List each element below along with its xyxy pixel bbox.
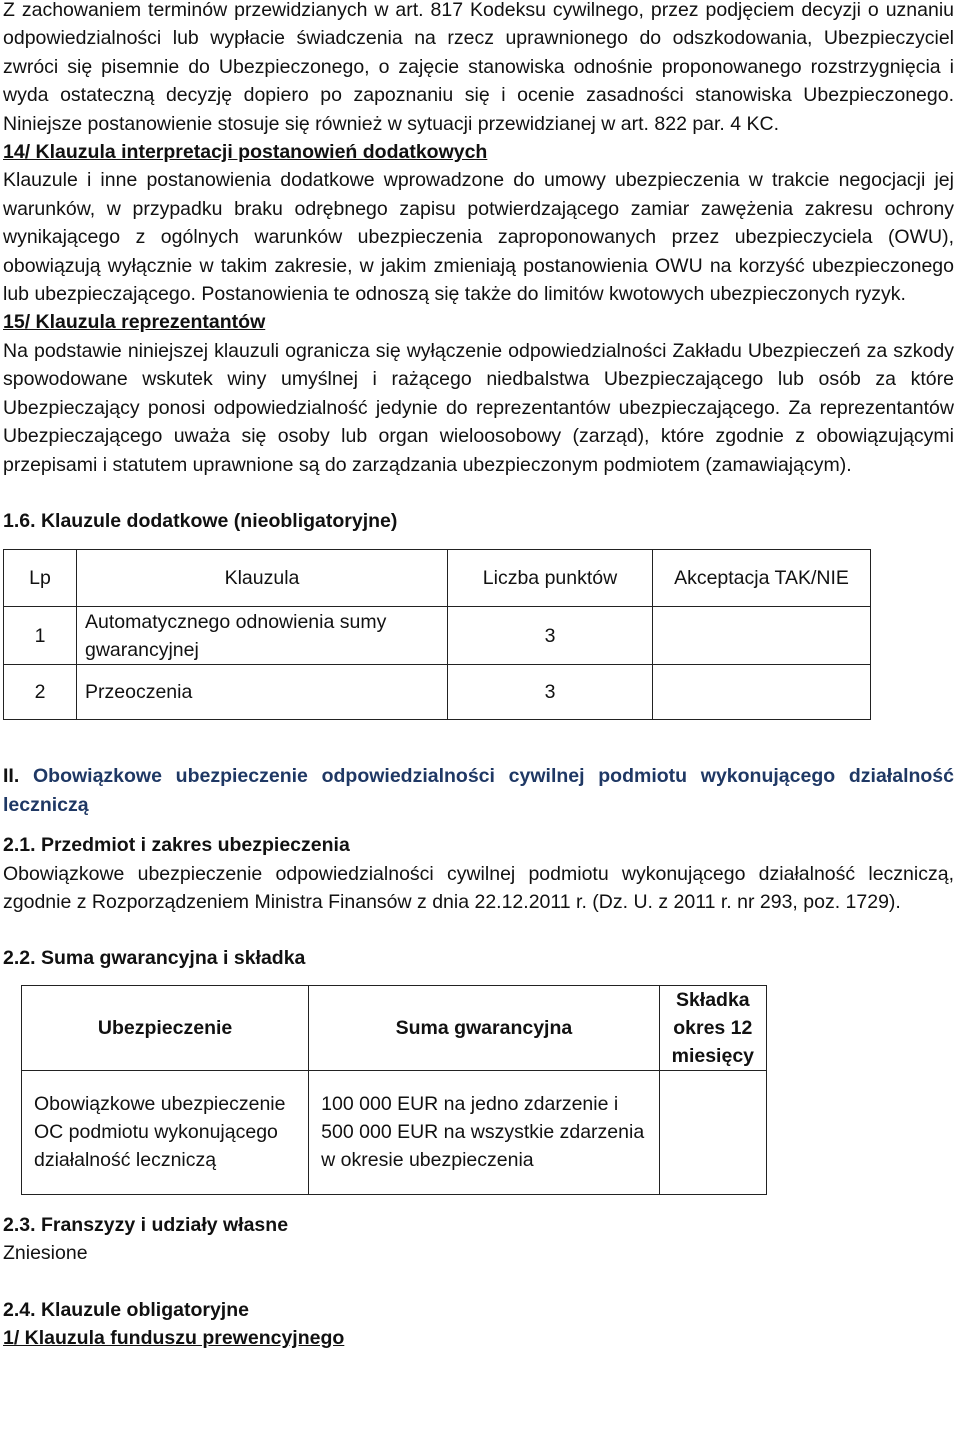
section-1-6-heading: 1.6. Klauzule dodatkowe (nieobligatoryjne)	[3, 509, 398, 532]
header-acceptance: Akceptacja TAK/NIE	[653, 550, 871, 607]
part-2-heading	[3, 762, 954, 819]
document-page	[3, 0, 954, 1352]
clause-14-body: Klauzule i inne postanowienia dodatkowe wprowadzone do umowy ubezpieczenia w trakcie negocjacji jej warunków, w przypadku braku odrębnego zapisu potwierdzającego zamiar zawężenia zakresu ochrony wynikającego z ogólnych warunków ubezpieczenia zaproponowanych przez ubezpieczyciela (OWU), obowiązują wyłącznie w takim zakresie, w jakim zmieniają postanowienia OWU na korzyść ubezpieczonego lub ubezpieczającego. Postanowienia te odnoszą się także do limitów kwotowych ubezpieczonych ryzyk.	[3, 169, 954, 306]
additional-clauses-table	[3, 549, 871, 720]
sum-premium-table	[21, 985, 767, 1195]
row-insurance: Obowiązkowe ubezpieczenie OC podmiotu wykonującego działalność leczniczą	[22, 1070, 309, 1194]
row-points: 3	[448, 607, 653, 665]
row-acceptance-cell[interactable]	[653, 607, 871, 665]
header-lp: Lp	[4, 550, 77, 607]
row-lp: 2	[4, 665, 77, 720]
table-header-row	[4, 550, 871, 607]
header-points: Liczba punktów	[448, 550, 653, 607]
section-2-1-heading: 2.1. Przedmiot i zakres ubezpieczenia	[3, 834, 350, 857]
row-sum: 100 000 EUR na jedno zdarzenie i 500 000 EUR na wszystkie zdarzenia w okresie ubezpieczenia	[309, 1070, 659, 1194]
section-2-4-heading: 2.4. Klauzule obligatoryjne	[3, 1298, 249, 1321]
table-row	[4, 665, 871, 720]
clause-15-heading: 15/ Klauzula reprezentantów	[3, 311, 266, 334]
row-clause: Przeoczenia	[77, 665, 448, 720]
intro-paragraph: Z zachowaniem terminów przewidzianych w art. 817 Kodeksu cywilnego, przez podjęciem decyzji o uznaniu odpowiedzialności lub wypłacie świadczenia na rzecz uprawnionego do odszkodowania, Ubezpieczyciel zwróci się pisemnie do Ubezpieczonego, o zajęcie stanowiska odnośnie proponowanego rozstrzygnięcia i wyda ostateczną decyzję dopiero po zapoznaniu się i ocenie zasadności stanowiska Ubezpieczonego. Niniejsze postanowienie stosuje się również w sytuacji przewidzianej w art. 822 par. 4 KC.	[3, 0, 954, 135]
section-2-2-heading: 2.2. Suma gwarancyjna i składka	[3, 947, 306, 970]
section-2-3-body: Zniesione	[3, 1242, 88, 1265]
table-row	[4, 607, 871, 665]
row-clause: Automatycznego odnowienia sumy gwarancyjnej	[77, 607, 448, 665]
section-2-1-body: Obowiązkowe ubezpieczenie odpowiedzialności cywilnej podmiotu wykonującego działalność leczniczą, zgodnie z Rozporządzeniem Ministra Finansów z dnia 22.12.2011 r. (Dz. U. z 2011 r. nr 293, poz. 1729).	[3, 862, 954, 913]
header-sum: Suma gwarancyjna	[309, 985, 659, 1070]
header-premium: Składka okres 12 miesięcy	[659, 985, 766, 1070]
clause-1-heading: 1/ Klauzula funduszu prewencyjnego	[3, 1326, 345, 1349]
header-clause: Klauzula	[77, 550, 448, 607]
clause-15-body: Na podstawie niniejszej klauzuli ogranicza się wyłączenie odpowiedzialności Zakładu Ubezpieczeń za szkody spowodowane wskutek winy umyślnej i rażącego niedbalstwa Ubezpieczającego lub osób za które Ubezpieczający ponosi odpowiedzialność jedynie do reprezentantów ubezpieczającego. Za reprezentantów Ubezpieczającego uważa się osoby lub organ wieloosobowy (zarząd), które zgodnie z obowiązującymi przepisami i statutem uprawnione są do zarządzania ubezpieczonym podmiotem (zamawiającym).	[3, 339, 954, 476]
part-2-number: II.	[3, 765, 20, 788]
row-acceptance-cell[interactable]	[653, 665, 871, 720]
header-insurance: Ubezpieczenie	[22, 985, 309, 1070]
row-lp: 1	[4, 607, 77, 665]
row-premium-cell[interactable]	[659, 1070, 766, 1194]
table-header-row	[22, 985, 767, 1070]
table-row	[22, 1070, 767, 1194]
clause-14-heading: 14/ Klauzula interpretacji postanowień dodatkowych	[3, 141, 488, 164]
row-points: 3	[448, 665, 653, 720]
part-2-title: Obowiązkowe ubezpieczenie odpowiedzialności cywilnej podmiotu wykonującego działalność leczniczą	[3, 765, 954, 816]
section-2-3-heading: 2.3. Franszyzy i udziały własne	[3, 1213, 289, 1236]
